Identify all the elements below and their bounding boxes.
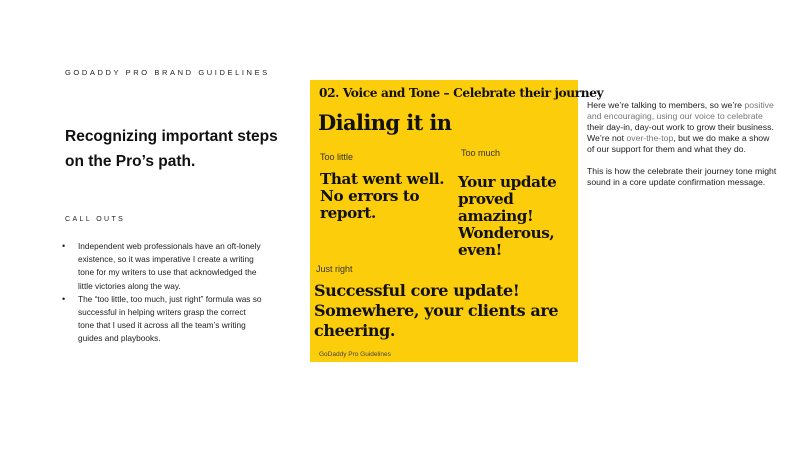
side-text-muted: over-the-top <box>626 133 674 143</box>
voice-tone-card <box>310 80 604 362</box>
side-text: our support for them and what they do. <box>596 144 746 154</box>
too-little-example: That went well. No errors to report. <box>320 170 445 222</box>
just-right-example: Successful core update! Somewhere, your clients are cheering. <box>314 281 559 340</box>
side-description <box>587 100 777 199</box>
side-paragraph-2: This is how the celebrate their journey tone might sound in a core update confirmation message. <box>587 166 777 187</box>
side-text: their day-in, day-out work to grow their business. We’re not <box>587 122 774 143</box>
side-paragraph-1 <box>587 100 777 155</box>
side-text-muted: positive and encouraging, using our voice to celebrate <box>587 100 774 121</box>
too-much-label: Too much <box>461 148 501 158</box>
callout-item: • The “too little, too much, just right” formula was so successful in helping writers grasp the correct tone that I used it across all the team’s writing guides and playbooks. <box>62 293 262 346</box>
brand-guidelines-eyebrow: GODADDY PRO BRAND GUIDELINES <box>65 68 270 77</box>
page-headline: Recognizing important steps on the Pro’s path. <box>65 128 278 170</box>
just-right-label: Just right <box>316 264 353 274</box>
side-text: Here we’re talking to members, so we’re <box>587 100 745 110</box>
callouts-label: CALL OUTS <box>65 216 126 223</box>
side-text: , but we do make a show of <box>587 133 770 154</box>
callout-list <box>62 240 262 346</box>
card-title: Dialing it in <box>318 110 452 135</box>
too-much-example: Your update proved amazing! Wonderous, even! <box>458 173 557 259</box>
too-little-label: Too little <box>320 152 354 162</box>
callout-item: • Independent web professionals have an oft-lonely existence, so it was imperative I create a writing tone for my writers to use that acknowledged the little victories along the way. <box>62 240 262 293</box>
card-kicker: 02. Voice and Tone – Celebrate their journey <box>319 86 604 100</box>
card-footer: GoDaddy Pro Guidelines <box>319 351 391 358</box>
